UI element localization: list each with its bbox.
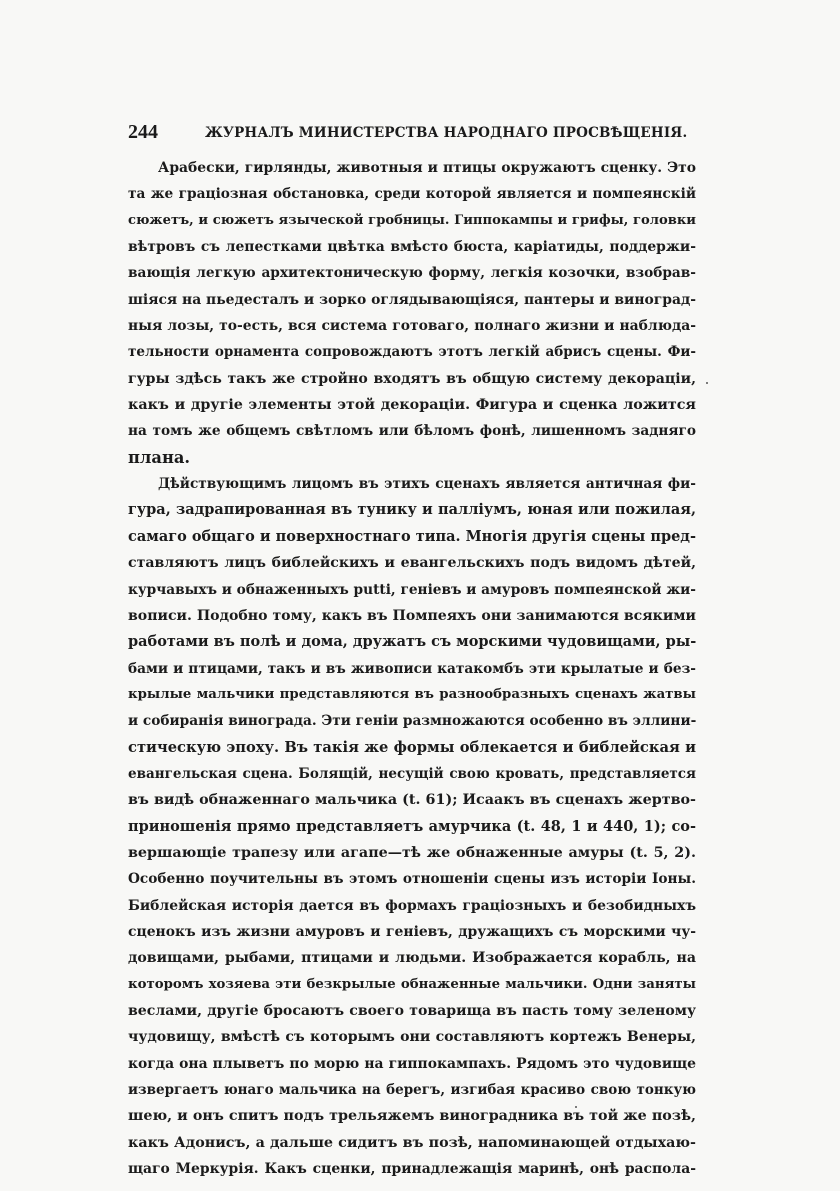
- text-line: крылые мальчики представляются въ разнообразныхъ сценахъ жатвы: [128, 686, 696, 702]
- text-line: самаго общаго и поверхностнаго типа. Многія другія сцены пред-: [128, 527, 696, 545]
- text-line: тельности орнамента сопровождаютъ этотъ легкій абрисъ сцены. Фи-: [128, 344, 696, 361]
- text-line: сценокъ изъ жизни амуровъ и геніевъ, дружащихъ съ морскими чу-: [128, 923, 696, 940]
- text-line: ставляютъ лицъ библейскихъ и евангельскихъ подъ видомъ дѣтей,: [128, 555, 696, 572]
- page-header: [128, 120, 700, 144]
- text-line: ныя лозы, то-есть, вся система готоваго, полнаго жизни и наблюда-: [128, 318, 696, 335]
- page-number: 244: [128, 121, 158, 143]
- running-title: ЖУРНАЛЪ МИНИСТЕРСТВА НАРОДНАГО ПРОСВѢЩЕНІЯ.: [205, 125, 688, 141]
- text-line: на томъ же общемъ свѣтломъ или бѣломъ фонѣ, лишенномъ задняго: [128, 423, 696, 440]
- text-line: веслами, другіе бросаютъ своего товарища въ пасть тому зеленому: [128, 1003, 696, 1019]
- text-line: гура, задрапированная въ тунику и палліумъ, юная или пожилая,: [128, 501, 696, 519]
- text-line: когда она плыветъ по морю на гиппокампахъ. Рядомъ это чудовище: [128, 1055, 696, 1072]
- text-line: та же граціозная обстановка, среди которой является и помпеянскій: [128, 186, 696, 203]
- text-line: шіяся на пьедесталъ и зорко оглядывающіяся, пантеры и виноград-: [128, 291, 696, 308]
- text-line: въ видѣ обнаженнаго мальчика (t. 61); Исаакъ въ сценахъ жертво-: [128, 792, 696, 809]
- text-line: вѣтровъ съ лепестками цвѣтка вмѣсто бюста, каріатиды, поддержи-: [128, 239, 696, 256]
- text-line: вершающіе трапезу или агапе—тѣ же обнаженные амуры (t. 5, 2).: [128, 844, 696, 861]
- text-line: вописи. Подобно тому, какъ въ Помпеяхъ они занимаются всякими: [128, 607, 696, 624]
- body-text: [128, 155, 696, 1182]
- text-line: плана.: [128, 447, 191, 467]
- text-line: извергаетъ юнаго мальчика на берегъ, изгибая красиво свою тонкую: [128, 1082, 696, 1099]
- text-line: курчавыхъ и обнаженныхъ putti, геніевъ и амуровъ помпеянской жи-: [128, 581, 696, 598]
- text-line: Библейская исторія дается въ формахъ граціозныхъ и безобидныхъ: [128, 897, 696, 914]
- text-line: стическую эпоху. Въ такія же формы облекается и библейская и: [128, 738, 696, 756]
- text-line: шею, и онъ спитъ подъ трельяжемъ виноградника въ той же позѣ,: [128, 1108, 696, 1125]
- text-line: чудовищу, вмѣстѣ съ которымъ они составляютъ кортежъ Венеры,: [128, 1029, 696, 1046]
- print-speck: [575, 1106, 577, 1108]
- text-line: довищами, рыбами, птицами и людьми. Изображается корабль, на: [128, 950, 696, 967]
- text-line: какъ и другіе элементы этой декораціи. Фигура и сценка ложится: [128, 397, 696, 414]
- text-line: приношенія прямо представляетъ амурчика (t. 48, 1 и 440, 1); со-: [128, 817, 696, 835]
- text-line: Особенно поучительны въ этомъ отношеніи сцены изъ исторіи Іоны.: [128, 871, 696, 888]
- text-line: которомъ хозяева эти безкрылые обнаженные мальчики. Одни заняты: [128, 976, 696, 992]
- text-line: какъ Адонисъ, а дальше сидитъ въ позѣ, напоминающей отдыхаю-: [128, 1134, 696, 1151]
- text-line: вающія легкую архитектоническую форму, легкія козочки, взобрав-: [128, 265, 696, 282]
- text-line: бами и птицами, такъ и въ живописи катакомбъ эти крылатые и без-: [128, 660, 696, 677]
- text-line: щаго Меркурія. Какъ сценки, принадлежащія маринѣ, онѣ распола-: [128, 1161, 696, 1178]
- text-line: гуры здѣсь такъ же стройно входятъ въ общую систему декораціи,: [128, 370, 696, 387]
- text-line: Дѣйствующимъ лицомъ въ этихъ сценахъ является античная фи-: [158, 476, 696, 493]
- text-line: и собиранія винограда. Эти геніи размножаются особенно въ эллини-: [128, 713, 697, 730]
- text-line: евангельская сцена. Болящій, несущій свою кровать, представляется: [128, 765, 696, 782]
- text-line: Арабески, гирлянды, животныя и птицы окружаютъ сценку. Это: [158, 160, 696, 176]
- text-line: работами въ полѣ и дома, дружатъ съ морскими чудовищами, ры-: [128, 633, 697, 651]
- print-speck: [706, 382, 708, 384]
- text-line: сюжетъ, и сюжетъ языческой гробницы. Гиппокампы и грифы, головки: [128, 212, 696, 228]
